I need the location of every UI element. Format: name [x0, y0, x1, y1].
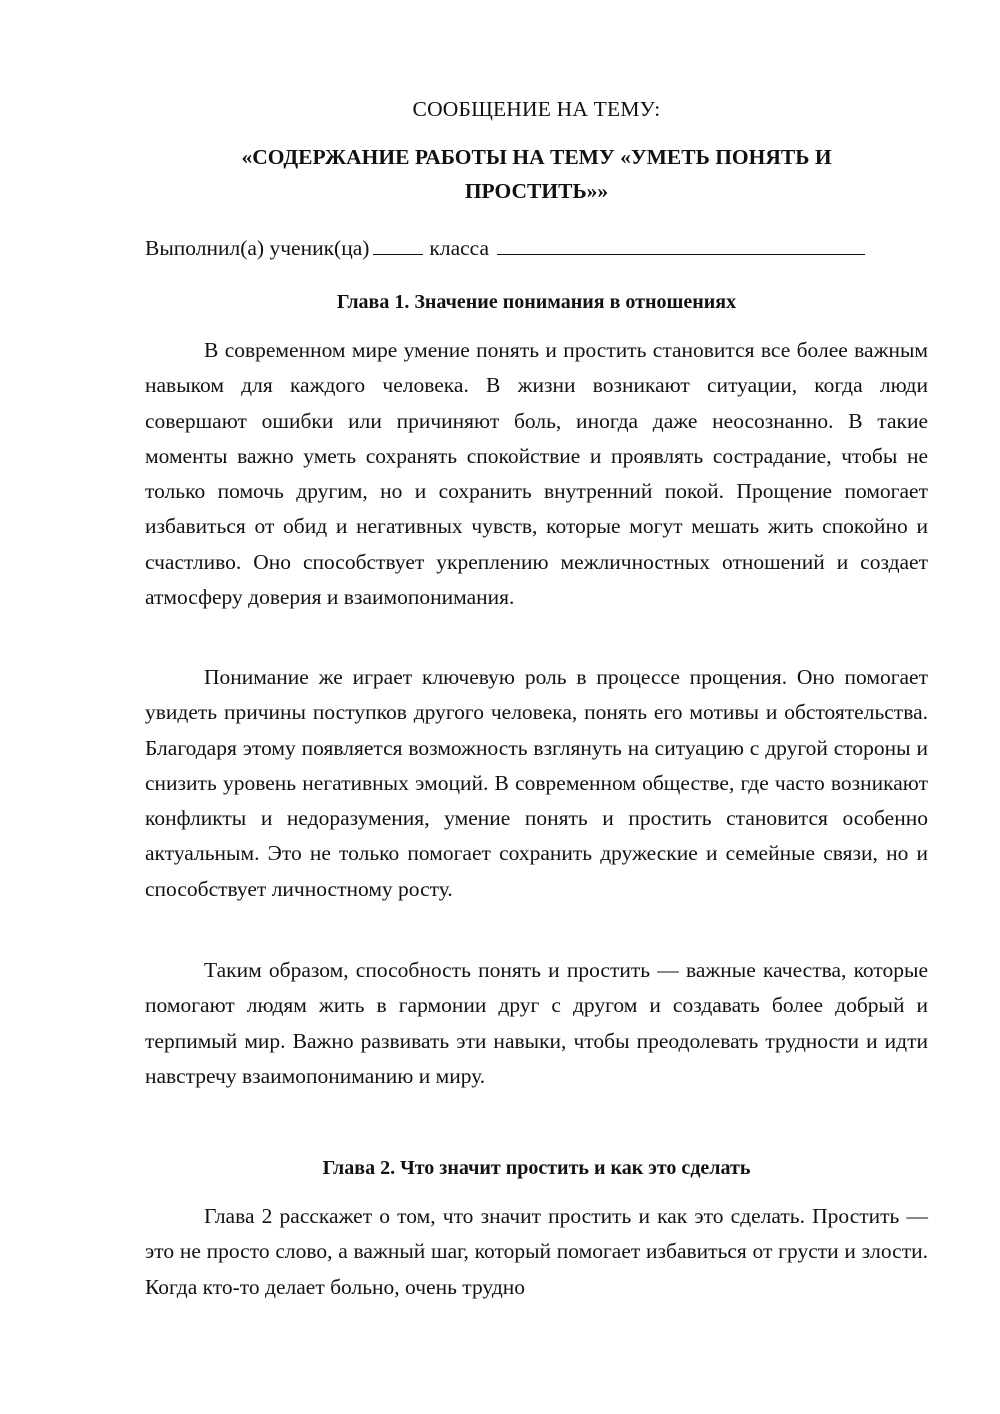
chapter-2-paragraph-1: Глава 2 расскажет о том, что значит простить и как это сделать. Простить — это не просто слово, а важный шаг, который помогает избавиться от грусти и злости. Когда кто-то делает больно, очень трудно — [145, 1204, 928, 1299]
chapter-1-paragraph-3: Таким образом, способность понять и простить — важные качества, которые помогают людям жить в гармонии друг с другом и создавать более добрый и терпимый мир. Важно развивать эти навыки, чтобы преодолевать трудности и идти навстречу взаимопониманию и миру. — [145, 958, 928, 1088]
document-kicker: СООБЩЕНИЕ НА ТЕМУ: — [412, 97, 661, 121]
document-title: «СОДЕРЖАНИЕ РАБОТЫ НА ТЕМУ «УМЕТЬ ПОНЯТЬ И ПРОСТИТЬ»» — [241, 145, 832, 203]
author-line — [145, 232, 928, 263]
chapter-2-heading: Глава 2. Что значит простить и как это сделать — [322, 1157, 751, 1179]
chapter-1-paragraph-2: Понимание же играет ключевую роль в процессе прощения. Оно помогает увидеть причины поступков другого человека, понять его мотивы и обстоятельства. Благодаря этому появляется возможность взглянуть на ситуацию с другой стороны и снизить уровень негативных эмоций. В современном обществе, где часто возникают конфликты и недоразумения, умение понять и простить становится особенно актуальным. Это не только помогает сохранить дружеские и семейные связи, но и способствует личностному росту. — [145, 665, 928, 901]
name-blank — [497, 232, 865, 255]
chapter-1-paragraph-1: В современном мире умение понять и простить становится все более важным навыком для каждого человека. В жизни возникают ситуации, когда люди совершают ошибки или причиняют боль, иногда даже неосознанно. В такие моменты важно уметь сохранять спокойствие и проявлять сострадание, чтобы не только помочь другим, но и сохранить внутренний покой. Прощение помогает избавиться от обид и негативных чувств, которые могут мешать жить спокойно и счастливо. Оно способствует укреплению межличностных отношений и создает атмосферу доверия и взаимопонимания. — [145, 338, 928, 610]
author-middle: класса — [429, 236, 490, 260]
class-blank — [373, 232, 423, 255]
author-prefix: Выполнил(а) ученик(ца) — [145, 236, 370, 260]
chapter-1-heading: Глава 1. Значение понимания в отношениях — [336, 291, 737, 313]
